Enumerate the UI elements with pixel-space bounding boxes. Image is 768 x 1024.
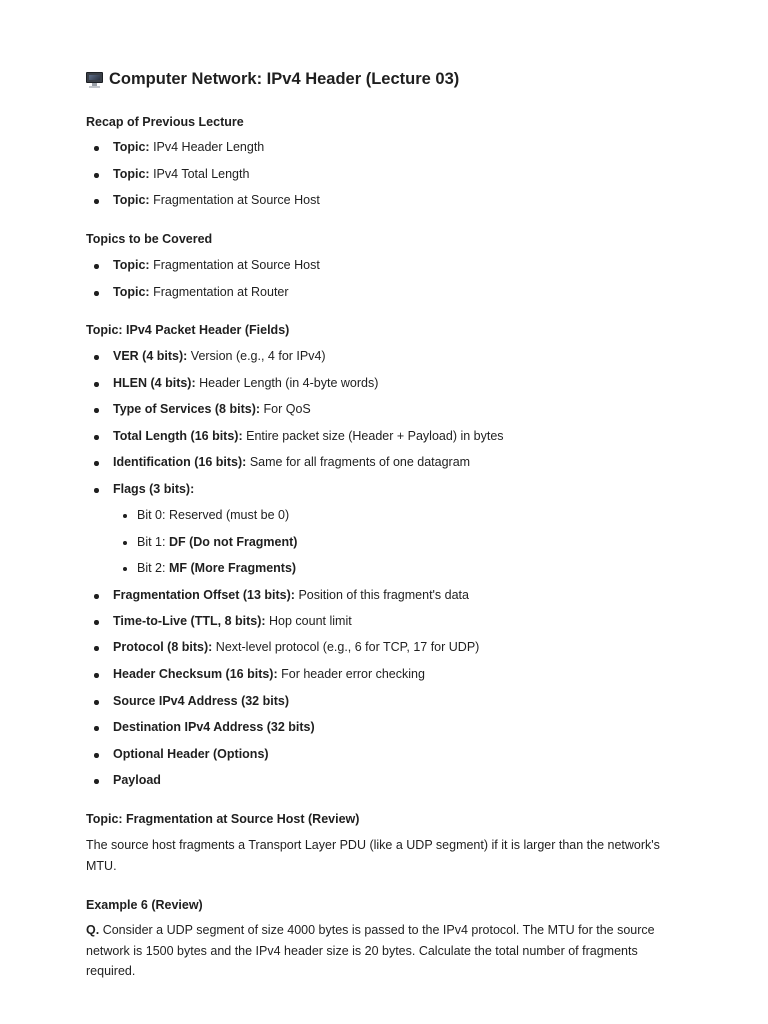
item-label: Type of Services (8 bits):	[113, 402, 261, 416]
item-label: Topic:	[113, 285, 150, 299]
item-text: Fragmentation at Source Host	[153, 258, 320, 272]
sub-list-item	[137, 561, 296, 575]
source-frag-paragraph: The source host fragments a Transport Layer PDU (like a UDP segment) if it is larger than the network's MTU.	[86, 838, 660, 873]
item-label: Identification (16 bits):	[113, 455, 247, 469]
list-item	[113, 258, 320, 272]
sub-item-prefix: Bit 1:	[137, 535, 166, 549]
sub-item-bold: MF (More Fragments)	[168, 561, 297, 575]
list-item	[113, 349, 326, 363]
item-label: Destination IPv4 Address (32 bits)	[113, 720, 315, 734]
item-text: Version (e.g., 4 for IPv4)	[190, 349, 326, 363]
list-item	[113, 588, 469, 602]
item-text: Same for all fragments of one datagram	[249, 455, 471, 469]
item-text: Header Length (in 4-byte words)	[199, 376, 379, 390]
item-label: Optional Header (Options)	[113, 747, 269, 761]
recap-heading: Recap of Previous Lecture	[86, 115, 244, 129]
item-label: Protocol (8 bits):	[113, 640, 213, 654]
list-item	[113, 694, 289, 708]
list-item	[113, 667, 425, 681]
item-text: IPv4 Total Length	[153, 167, 250, 181]
item-label: Source IPv4 Address (32 bits)	[113, 694, 289, 708]
sub-list-item	[137, 535, 297, 549]
list-item	[113, 140, 264, 154]
item-label: Topic:	[113, 258, 150, 272]
item-text: Fragmentation at Source Host	[153, 193, 320, 207]
sub-item-text: Reserved (must be 0)	[168, 508, 290, 522]
list-item	[113, 376, 378, 390]
list-item	[113, 482, 194, 496]
item-label: Topic:	[113, 167, 150, 181]
list-item	[113, 640, 479, 654]
example-heading: Example 6 (Review)	[86, 898, 203, 912]
list-item	[113, 773, 161, 787]
item-text: Entire packet size (Header + Payload) in bytes	[246, 429, 504, 443]
list-item	[113, 747, 269, 761]
item-text: For header error checking	[281, 667, 425, 681]
page-title	[86, 70, 459, 89]
item-label: Topic:	[113, 193, 150, 207]
item-label: Time-to-Live (TTL, 8 bits):	[113, 614, 266, 628]
item-text: Hop count limit	[269, 614, 352, 628]
item-label: VER (4 bits):	[113, 349, 188, 363]
sub-list-item	[137, 508, 289, 522]
list-item	[113, 167, 249, 181]
question-text: Consider a UDP segment of size 4000 bytes is passed to the IPv4 protocol. The MTU for the source network is 1500 bytes and the IPv4 header size is 20 bytes. Calculate the total number of fragments required.	[86, 923, 655, 978]
source-frag-heading: Topic: Fragmentation at Source Host (Review)	[86, 812, 360, 826]
fields-heading: Topic: IPv4 Packet Header (Fields)	[86, 323, 290, 337]
example-question	[86, 920, 686, 982]
item-label: Payload	[113, 773, 161, 787]
list-item	[113, 285, 289, 299]
list-item	[113, 720, 315, 734]
list-item	[113, 193, 320, 207]
question-label: Q.	[86, 923, 100, 937]
sub-item-bold: DF (Do not Fragment)	[168, 535, 298, 549]
item-text: For QoS	[263, 402, 311, 416]
item-text: Next-level protocol (e.g., 6 for TCP, 17 for UDP)	[215, 640, 480, 654]
page-title-text: Computer Network: IPv4 Header (Lecture 03)	[109, 70, 460, 88]
item-text: IPv4 Header Length	[153, 140, 265, 154]
list-item	[113, 614, 352, 628]
item-label: Header Checksum (16 bits):	[113, 667, 278, 681]
desktop-computer-icon	[86, 71, 103, 88]
sub-item-prefix: Bit 2:	[137, 561, 166, 575]
item-label: Total Length (16 bits):	[113, 429, 243, 443]
item-label: Topic:	[113, 140, 150, 154]
item-label: HLEN (4 bits):	[113, 376, 196, 390]
item-label: Flags (3 bits):	[113, 482, 195, 496]
item-label: Fragmentation Offset (13 bits):	[113, 588, 295, 602]
list-item	[113, 402, 311, 416]
list-item	[113, 455, 470, 469]
sub-item-prefix: Bit 0:	[137, 508, 166, 522]
list-item	[113, 429, 504, 443]
covered-heading: Topics to be Covered	[86, 232, 213, 246]
item-text: Fragmentation at Router	[153, 285, 289, 299]
item-text: Position of this fragment's data	[298, 588, 469, 602]
